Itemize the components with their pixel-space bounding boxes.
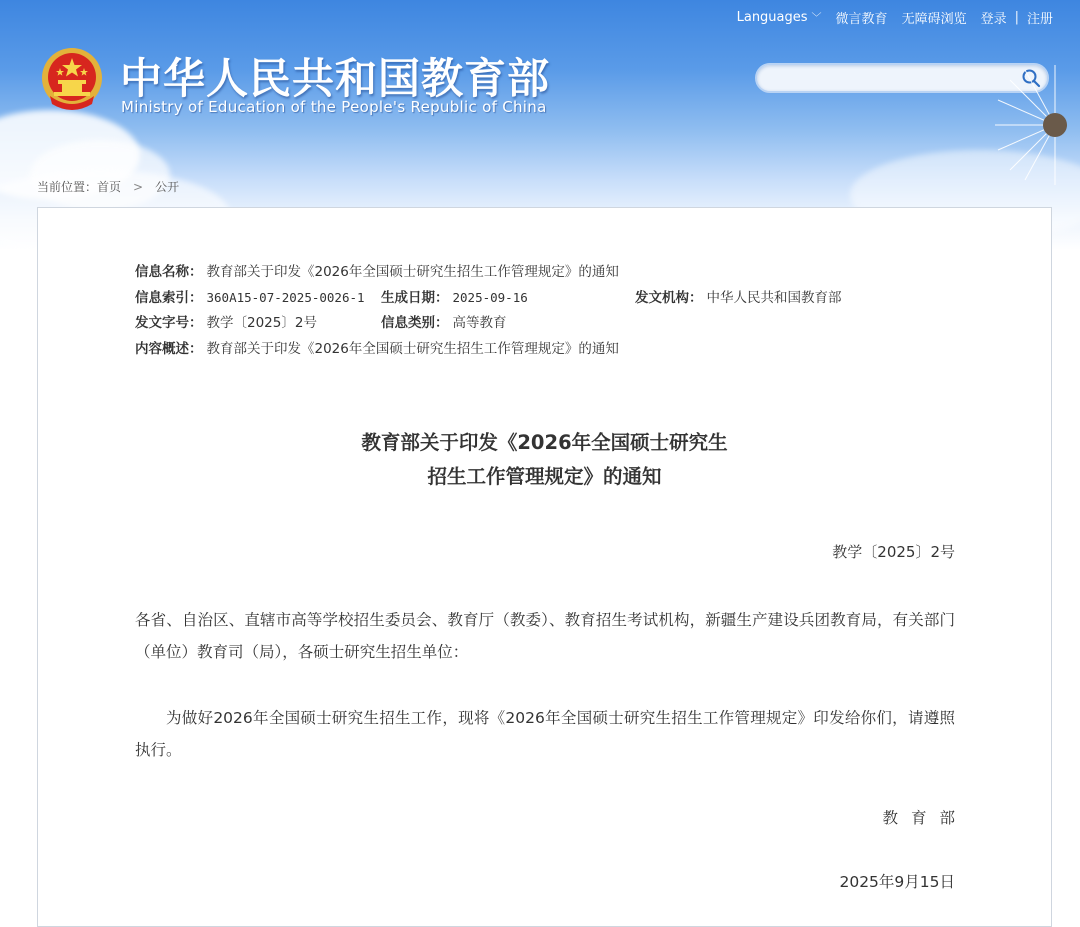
document-addressees: 各省、自治区、直辖市高等学校招生委员会、教育厅（教委）、教育招生考试机构，新疆生产建设兵团教育局，有关部门（单位）教育司（局），各硕士研究生招生单位：: [135, 611, 955, 661]
breadcrumb-home[interactable]: 首页: [97, 180, 122, 194]
document-date: 2025年9月15日: [839, 873, 955, 891]
meta-org-label: 发文机构：: [635, 289, 703, 306]
breadcrumb-label: 当前位置：: [37, 180, 98, 194]
accessibility-link[interactable]: 无障碍浏览: [901, 11, 967, 27]
meta-name-label: 信息名称：: [135, 264, 203, 280]
content-card: [37, 207, 1052, 927]
meta-org-value: 中华人民共和国教育部: [706, 289, 842, 306]
document-number: 教学〔2025〕2号: [832, 543, 955, 561]
meta-row-name: [135, 260, 619, 286]
login-link[interactable]: 登录: [980, 11, 1007, 27]
meta-row-summary: [135, 337, 619, 363]
breadcrumb-arrow-icon: >: [133, 179, 144, 194]
meta-name-value: 教育部关于印发《2026年全国硕士研究生招生工作管理规定》的通知: [206, 264, 619, 280]
breadcrumb: [37, 178, 179, 195]
meta-index-label: 信息索引：: [135, 289, 203, 306]
breadcrumb-current[interactable]: 公开: [155, 180, 180, 194]
dandelion-decoration-icon: [990, 60, 1080, 190]
national-emblem-icon: [40, 46, 104, 116]
meta-docno-label: 发文字号：: [135, 315, 203, 331]
meta-summary-label: 内容概述：: [135, 340, 203, 357]
meta-docno-value: 教学〔2025〕2号: [206, 315, 317, 331]
top-links: [737, 8, 1053, 26]
meta-category-label: 信息类别：: [381, 315, 449, 331]
document-body: 为做好2026年全国硕士研究生招生工作，现将《2026年全国硕士研究生招生工作管理规定》印发给你们，请遵照执行。: [135, 709, 955, 759]
meta-summary-value: 教育部关于印发《2026年全国硕士研究生招生工作管理规定》的通知: [206, 340, 619, 357]
document-signature: 教育部: [882, 809, 968, 827]
document-title: [38, 426, 1051, 494]
info-meta-table: [135, 260, 842, 362]
site-title[interactable]: 中华人民共和国教育部: [120, 54, 551, 103]
meta-category-value: 高等教育: [452, 315, 507, 331]
meta-row-index: [135, 286, 842, 312]
link-separator: |: [1014, 9, 1019, 25]
search-input[interactable]: [769, 69, 1013, 89]
languages-menu[interactable]: Languages ﹀: [736, 10, 822, 25]
meta-row-docno: [135, 311, 619, 337]
meta-index-value: 360A15-07-2025-0026-1: [206, 289, 365, 305]
meta-date-label: 生成日期：: [381, 289, 449, 306]
register-link[interactable]: 注册: [1026, 11, 1053, 27]
meta-date-value: 2025-09-16: [452, 289, 528, 305]
document-title-line1: 教育部关于印发《2026年全国硕士研究生: [361, 431, 728, 454]
chevron-down-icon: ﹀: [811, 13, 822, 24]
site-subtitle: Ministry of Education of the People's Republic of China: [121, 98, 547, 116]
document-title-line2: 招生工作管理规定》的通知: [427, 465, 662, 488]
weibo-link[interactable]: 微言教育: [835, 11, 888, 27]
